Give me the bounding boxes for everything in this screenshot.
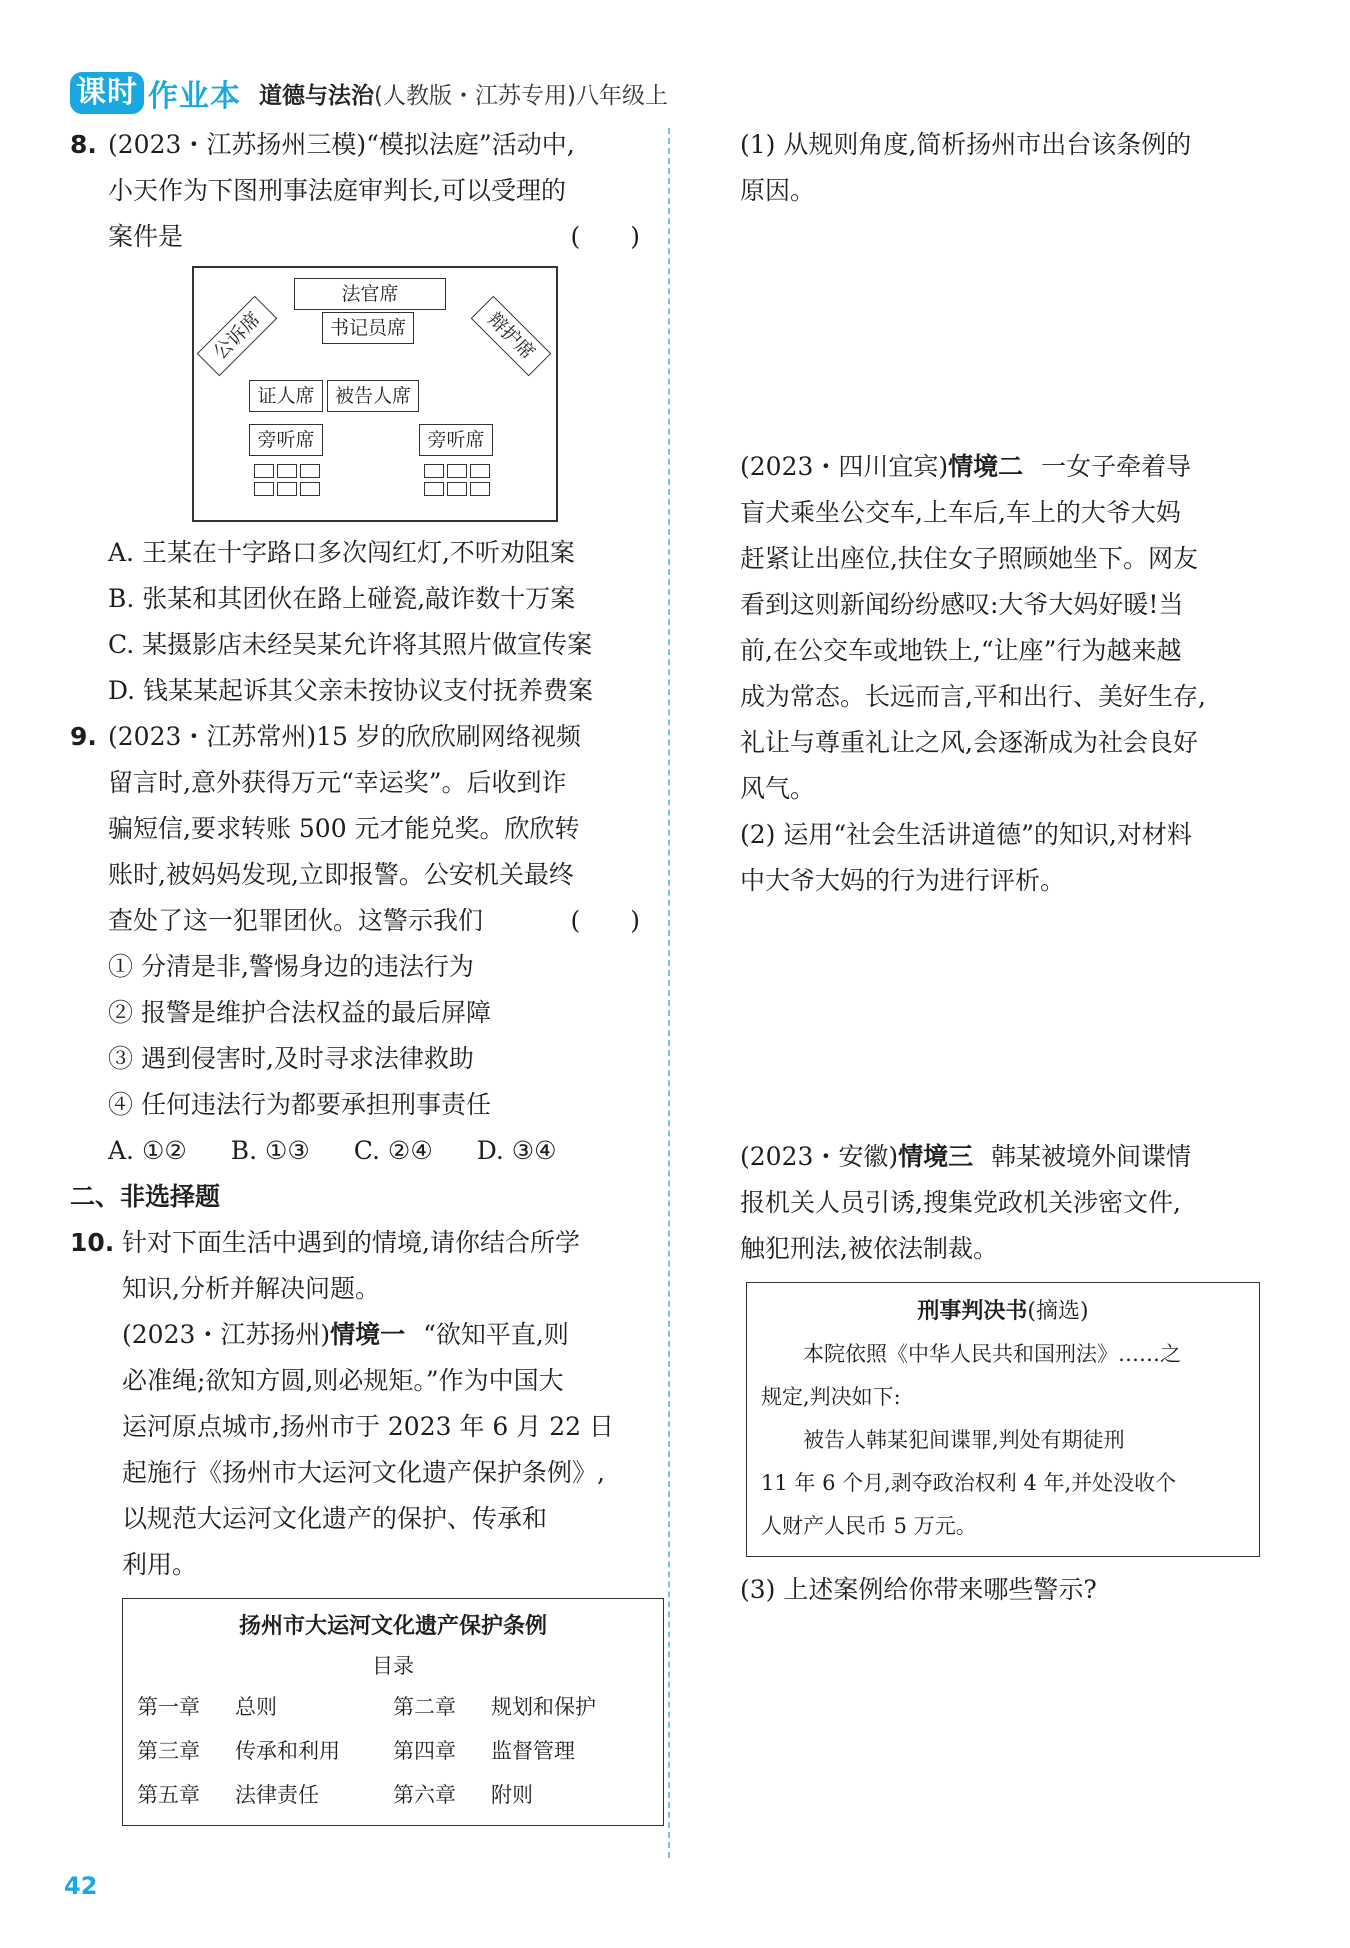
toc-chapter-title: 传承和利用 [235, 1739, 340, 1763]
column-divider [668, 128, 670, 1858]
toc-row [137, 1773, 649, 1817]
q9-line-3: 骗短信,要求转账 500 元才能兑奖。欣欣转 [108, 814, 580, 843]
scenario-2-line: 前,在公交车或地铁上,“让座”行为越来越 [740, 636, 1182, 665]
q9-statement-1: ① 分清是非,警惕身边的违法行为 [108, 952, 474, 981]
gallery-seats-grid-left [254, 464, 320, 496]
scenario-3-source: (2023・安徽) [740, 1142, 899, 1171]
question-10 [70, 1220, 640, 1826]
verdict-title [761, 1291, 1245, 1333]
scenario-2-source: (2023・四川宜宾) [740, 452, 949, 481]
q8-number: 8. [70, 130, 97, 159]
toc-chapter-number: 第四章 [393, 1739, 456, 1763]
q9-line-1: (2023・江苏常州)15 岁的欣欣刷网络视频 [108, 722, 581, 751]
sub-question-3: (3) 上述案例给你带来哪些警示? [740, 1575, 1097, 1604]
gallery-seat-left: 旁听席 [249, 424, 323, 456]
prosecution-seat: 公诉席 [197, 296, 278, 377]
workbook-logo [70, 71, 241, 115]
scenario-1-line: 起施行《扬州市大运河文化遗产保护条例》, [122, 1458, 605, 1487]
verdict-excerpt-box [746, 1282, 1260, 1557]
q9-choices [70, 1128, 640, 1174]
toc-chapter-title: 附则 [491, 1783, 533, 1807]
clerk-seat: 书记员席 [322, 312, 414, 344]
scenario-1-first: “欲知平直,则 [423, 1320, 569, 1349]
q8-option-b: B. 张某和其团伙在路上碰瓷,敲诈数十万案 [108, 584, 576, 613]
q9-number: 9. [70, 722, 97, 751]
sub-question-2-line-1: (2) 运用“社会生活讲道德”的知识,对材料 [740, 820, 1192, 849]
q9-choice-d: D. ③④ [476, 1136, 557, 1165]
q10-line-2: 知识,分析并解决问题。 [122, 1274, 380, 1303]
regulation-toc-heading: 目录 [372, 1654, 414, 1678]
left-column [70, 122, 640, 1826]
sub-question-1-line-2: 原因。 [740, 176, 816, 205]
scenario-3-intro [740, 1134, 1262, 1180]
regulation-toc-box [122, 1598, 664, 1826]
scenario-1-line: 运河原点城市,扬州市于 2023 年 6 月 22 日 [122, 1412, 614, 1441]
scenario-3-line: 报机关人员引诱,搜集党政机关涉密文件, [740, 1188, 1181, 1217]
toc-chapter-number: 第六章 [393, 1783, 456, 1807]
verdict-line: 被告人韩某犯间谍罪,判处有期徒刑 [803, 1428, 1125, 1452]
q9-answer-paren: ( ) [570, 906, 640, 935]
q10-line-1: 针对下面生活中遇到的情境,请你结合所学 [122, 1228, 580, 1257]
header-edition: (人教版・江苏专用)八年级上 [374, 82, 668, 109]
header-subject: 道德与法治 [259, 82, 374, 109]
question-9 [70, 714, 640, 1174]
scenario-2-label: 情境二 [948, 452, 1024, 481]
question-8 [70, 122, 640, 714]
q9-statement-3: ③ 遇到侵害时,及时寻求法律救助 [108, 1044, 474, 1073]
scenario-1-intro [70, 1312, 640, 1358]
q10-number: 10. [70, 1228, 115, 1257]
q9-choice-a: A. ①② [108, 1136, 187, 1165]
toc-chapter-title: 监督管理 [491, 1739, 575, 1763]
scenario-2-line: 礼让与尊重礼让之风,会逐渐成为社会良好 [740, 728, 1198, 757]
q8-line-3: 案件是 [108, 222, 184, 251]
q9-line-5: 查处了这一犯罪团伙。这警示我们 [108, 906, 484, 935]
defendant-seat: 被告人席 [327, 380, 419, 412]
right-column [740, 122, 1262, 1613]
toc-chapter-title: 总则 [235, 1695, 277, 1719]
q9-line-4: 账时,被妈妈发现,立即报警。公安机关最终 [108, 860, 574, 889]
q9-choice-b: B. ①③ [230, 1136, 310, 1165]
regulation-title: 扬州市大运河文化遗产保护条例 [238, 1614, 547, 1639]
q8-option-c: C. 某摄影店未经吴某允许将其照片做宣传案 [108, 630, 593, 659]
q9-statement-4: ④ 任何违法行为都要承担刑事责任 [108, 1090, 491, 1119]
q9-choice-c: C. ②④ [353, 1136, 433, 1165]
verdict-title-note: (摘选) [1027, 1299, 1089, 1324]
scenario-2-line: 赶紧让出座位,扶住女子照顾她坐下。网友 [740, 544, 1198, 573]
q8-line-2: 小天作为下图刑事法庭审判长,可以受理的 [108, 176, 566, 205]
scenario-1-source: (2023・江苏扬州) [122, 1320, 331, 1349]
scenario-3-line: 触犯刑法,被依法制裁。 [740, 1234, 998, 1263]
q9-line-2: 留言时,意外获得万元“幸运奖”。后收到诈 [108, 768, 567, 797]
witness-seat: 证人席 [249, 380, 323, 412]
q8-option-a: A. 王某在十字路口多次闯红灯,不听劝阻案 [108, 538, 575, 567]
logo-badge: 课时 [70, 72, 144, 114]
scenario-1-line: 以规范大运河文化遗产的保护、传承和 [122, 1504, 548, 1533]
sub-question-1-line-1: (1) 从规则角度,简析扬州市出台该条例的 [740, 130, 1192, 159]
scenario-2-first: 一女子牵着导 [1041, 452, 1192, 481]
answer-space-1 [740, 214, 1262, 444]
q8-line-1: (2023・江苏扬州三模)“模拟法庭”活动中, [108, 130, 575, 159]
toc-chapter-number: 第二章 [393, 1695, 456, 1719]
scenario-1-line: 利用。 [122, 1550, 198, 1579]
toc-row [137, 1685, 649, 1729]
scenario-2-line: 看到这则新闻纷纷感叹:大爷大妈好暖!当 [740, 590, 1184, 619]
q9-statement-2: ② 报警是维护合法权益的最后屏障 [108, 998, 491, 1027]
scenario-2-line: 盲犬乘坐公交车,上车后,车上的大爷大妈 [740, 498, 1181, 527]
scenario-3-label: 情境三 [898, 1142, 974, 1171]
courtroom-diagram [192, 266, 558, 522]
verdict-line: 11 年 6 个月,剥夺政治权利 4 年,并处没收个 [761, 1471, 1177, 1495]
toc-chapter-title: 法律责任 [235, 1783, 319, 1807]
page-number: 42 [64, 1872, 98, 1900]
q8-answer-paren: ( ) [570, 222, 640, 251]
scenario-1-line: 必准绳;欲知方圆,则必规矩。”作为中国大 [122, 1366, 564, 1395]
toc-chapter-title: 规划和保护 [491, 1695, 596, 1719]
gallery-seat-right: 旁听席 [419, 424, 493, 456]
verdict-line: 人财产人民币 5 万元。 [761, 1514, 977, 1538]
toc-row [137, 1729, 649, 1773]
toc-chapter-number: 第一章 [137, 1695, 200, 1719]
judge-seat: 法官席 [294, 278, 446, 310]
logo-text: 作业本 [148, 79, 241, 114]
verdict-line: 规定,判决如下: [761, 1385, 901, 1409]
toc-chapter-number: 第三章 [137, 1739, 200, 1763]
scenario-2-line: 成为常态。长远而言,平和出行、美好生存, [740, 682, 1206, 711]
page-header [70, 70, 668, 116]
answer-space-2 [740, 904, 1262, 1134]
verdict-line: 本院依照《中华人民共和国刑法》……之 [803, 1342, 1181, 1366]
scenario-2-intro [740, 444, 1262, 490]
defense-seat: 辩护席 [471, 296, 552, 377]
verdict-title-main: 刑事判决书 [917, 1299, 1028, 1324]
sub-question-2-line-2: 中大爷大妈的行为进行评析。 [740, 866, 1066, 895]
toc-chapter-number: 第五章 [137, 1783, 200, 1807]
section-heading: 二、非选择题 [70, 1182, 221, 1211]
q8-option-d: D. 钱某某起诉其父亲未按协议支付抚养费案 [108, 676, 594, 705]
scenario-2-line: 风气。 [740, 774, 816, 803]
scenario-3-first: 韩某被境外间谍情 [991, 1142, 1192, 1171]
scenario-1-label: 情境一 [330, 1320, 406, 1349]
gallery-seats-grid-right [424, 464, 490, 496]
